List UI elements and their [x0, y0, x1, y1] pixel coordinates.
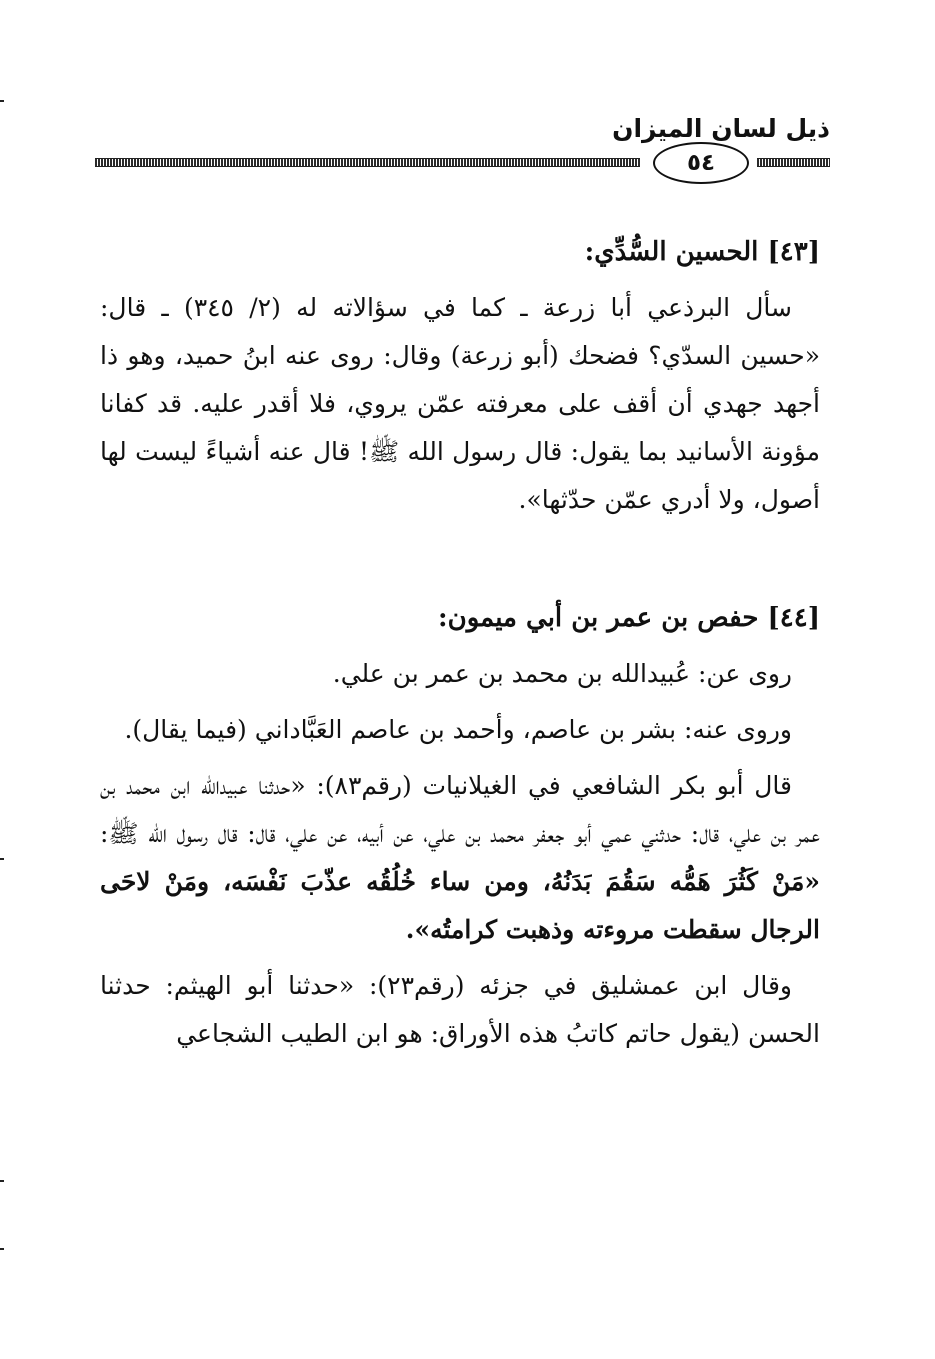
- page-number: ٥٤: [653, 142, 749, 184]
- entry-paragraph: [100, 762, 820, 954]
- entry-paragraph: وقال ابن عمشليق في جزئه (رقم٢٣): «حدثنا أبو الهيثم: حدثنا الحسن (يقول حاتم كاتبُ هذه الأوراق: هو ابن الطيب الشجاعي: [100, 971, 820, 1048]
- page-header: [95, 108, 830, 188]
- page-body: [100, 228, 820, 1058]
- entry-paragraph: سأل البرذعي أبا زرعة ـ كما في سؤالاته له (٢/ ٣٤٥) ـ قال: «حسين السدّي؟ فضحك (أبو زرعة) وقال: روى عنه ابنُ حميد، وهو ذا أجهد جهدي أن أقف على معرفته عمّن يروي، فلا أقدر عليه. قد كفانا مؤونة الأسانيد بما يقول: قال رسول الله ﷺ! قال عنه أشياءً ليست لها أصول، ولا أدري عمّن حدّثها».: [100, 293, 820, 514]
- header-rule-left: [95, 158, 640, 167]
- margin-mark: [0, 1248, 4, 1250]
- running-title: ذيل لسان الميزان: [612, 114, 830, 143]
- entry-heading: [٤٣] الحسين السُّدِّي:: [584, 237, 820, 267]
- entry-paragraph: روى عن: عُبيدالله بن محمد بن عمر بن علي.: [332, 659, 792, 688]
- margin-mark: [0, 858, 4, 860]
- margin-mark: [0, 100, 4, 102]
- hadith-text: «مَنْ كَثُرَ هَمُّه سَقُمَ بَدَنُهُ، ومن ساء خُلُقُه عذّبَ نَفْسَه، ومَنْ لاحَى الرجال سقطت مروءته وذهبت كرامتُه».: [100, 867, 820, 944]
- entry-heading: [٤٤] حفص بن عمر بن أبي ميمون:: [438, 603, 820, 633]
- entry-paragraph: وروى عنه: بشر بن عاصم، وأحمد بن عاصم العَبَّاداني (فيما يقال).: [124, 715, 792, 744]
- header-rule-right: [757, 158, 830, 167]
- margin-mark: [0, 1180, 4, 1182]
- paragraph-text: قال أبو بكر الشافعي في الغيلانيات (رقم٨٣): «حدثنا عبيدالله ابن محمد بن عمر بن علي، قال: حدثني عمي أبو جعفر محمد بن علي، عن أبيه، عن علي، قال: قال رسول الله ﷺ:: [100, 771, 820, 848]
